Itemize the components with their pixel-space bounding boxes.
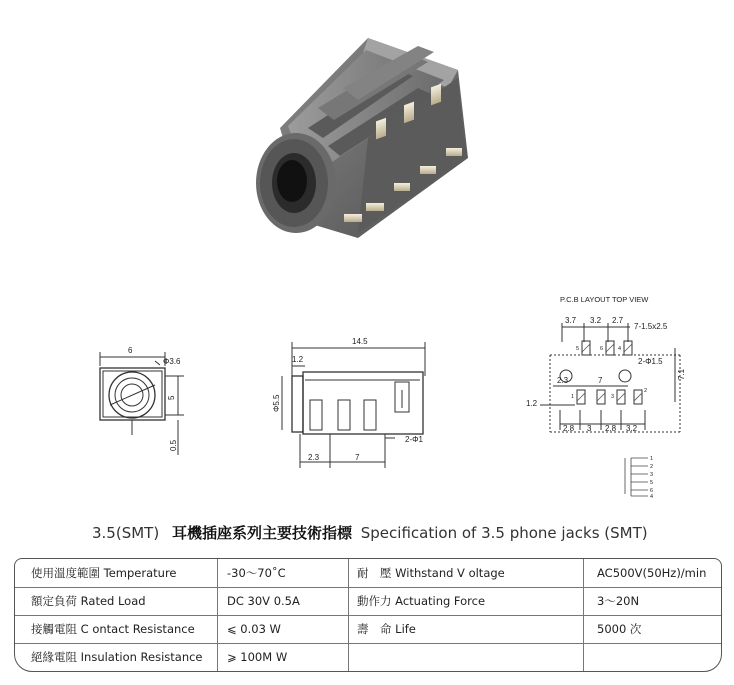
schematic-pin: 4 xyxy=(650,494,654,500)
label-cn: 絕緣電阻 xyxy=(31,650,77,664)
pcb-bottom-dim-3: 2.8 xyxy=(605,424,617,433)
table-row xyxy=(31,587,146,615)
table-row xyxy=(31,643,203,671)
label-cn: 額定負荷 xyxy=(31,594,77,608)
label-cn: 壽 命 xyxy=(357,622,392,636)
pcb-hole-dim-1: 2.3 xyxy=(557,376,569,385)
table-row xyxy=(357,559,505,587)
label-en: Withstand V oltage xyxy=(395,566,505,580)
pcb-left-dim: 1.2 xyxy=(526,399,538,408)
front-width-label: 6 xyxy=(128,346,133,355)
schematic-pin: 5 xyxy=(650,480,654,486)
schematic-pin: 6 xyxy=(650,488,654,494)
value: DC 30V 0.5A xyxy=(227,594,300,608)
side-pitch-b-label: 7 xyxy=(355,453,360,462)
pcb-title: P.C.B LAYOUT TOP VIEW xyxy=(560,295,649,304)
label-en: Insulation Resistance xyxy=(80,650,203,664)
spec-title-prefix: 3.5(SMT) xyxy=(92,524,160,542)
front-offset-label: 0.5 xyxy=(169,439,178,451)
side-view xyxy=(282,342,425,468)
value: 3～20N xyxy=(597,594,640,608)
pcb-top-dim-3: 2.7 xyxy=(612,316,624,325)
technical-drawings xyxy=(0,280,734,510)
side-lead-label: 1.2 xyxy=(292,355,304,364)
label-en: Actuating Force xyxy=(395,594,486,608)
pcb-pad-size: 7-1.5x2.5 xyxy=(634,322,668,331)
front-hole-label: Φ3.6 xyxy=(163,357,181,366)
label-en: C ontact Resistance xyxy=(80,622,195,636)
pad-number: 2 xyxy=(644,388,648,394)
schematic-pin: 1 xyxy=(650,456,654,462)
pcb-layout xyxy=(550,355,680,432)
pcb-bottom-dim-4: 3.2 xyxy=(626,424,638,433)
schematic-pin: 3 xyxy=(650,472,654,478)
schematic-pin: 2 xyxy=(650,464,654,470)
pcb-top-dim-1: 3.7 xyxy=(565,316,577,325)
pcb-top-dim-2: 3.2 xyxy=(590,316,602,325)
spec-title-en: Specification of 3.5 phone jacks (SMT) xyxy=(360,524,648,542)
pcb-bottom-dim-2: 3 xyxy=(587,424,592,433)
product-photo xyxy=(248,18,478,258)
front-view xyxy=(100,352,184,455)
pcb-hole-dim-2: 7 xyxy=(598,376,603,385)
pcb-bottom-dim-1: 2.8 xyxy=(563,424,575,433)
label-cn: 接觸電阻 xyxy=(31,622,77,636)
label-en: Rated Load xyxy=(80,594,146,608)
pad-number: 1 xyxy=(571,394,575,400)
table-row xyxy=(357,587,485,615)
table-row xyxy=(31,559,177,587)
label-cn: 耐 壓 xyxy=(357,566,392,580)
pad-number: 4 xyxy=(618,346,622,352)
pcb-hole-spec: 2-Φ1.5 xyxy=(638,357,663,366)
label-en: Life xyxy=(395,622,416,636)
label-cn: 使用溫度範圍 xyxy=(31,566,100,580)
side-pinhole-label: 2-Φ1 xyxy=(405,435,423,444)
label-en: Temperature xyxy=(103,566,177,580)
spec-title-cn: 耳機插座系列主要技術指標 xyxy=(171,524,352,542)
table-row xyxy=(357,615,416,643)
side-length-label: 14.5 xyxy=(352,337,368,346)
pad-number: 3 xyxy=(611,394,615,400)
table-row xyxy=(357,643,361,671)
table-row xyxy=(31,615,195,643)
spec-table xyxy=(14,558,722,672)
value: ⩾ 100M W xyxy=(227,650,288,664)
value: 5000 次 xyxy=(597,622,642,636)
side-pitch-a-label: 2.3 xyxy=(308,453,320,462)
front-height-label: 5 xyxy=(167,395,176,400)
schematic xyxy=(625,458,648,496)
value: -30～70˚C xyxy=(227,566,286,580)
side-diameter-label: Φ5.5 xyxy=(272,394,281,412)
value: AC500V(50Hz)/min xyxy=(597,566,707,580)
spec-title xyxy=(92,522,648,543)
value: ⩽ 0.03 W xyxy=(227,622,281,636)
pad-number: 6 xyxy=(600,346,604,352)
label-cn: 動作力 xyxy=(357,594,392,608)
pcb-height: 7.1 xyxy=(677,368,686,380)
pad-number: 5 xyxy=(576,346,580,352)
